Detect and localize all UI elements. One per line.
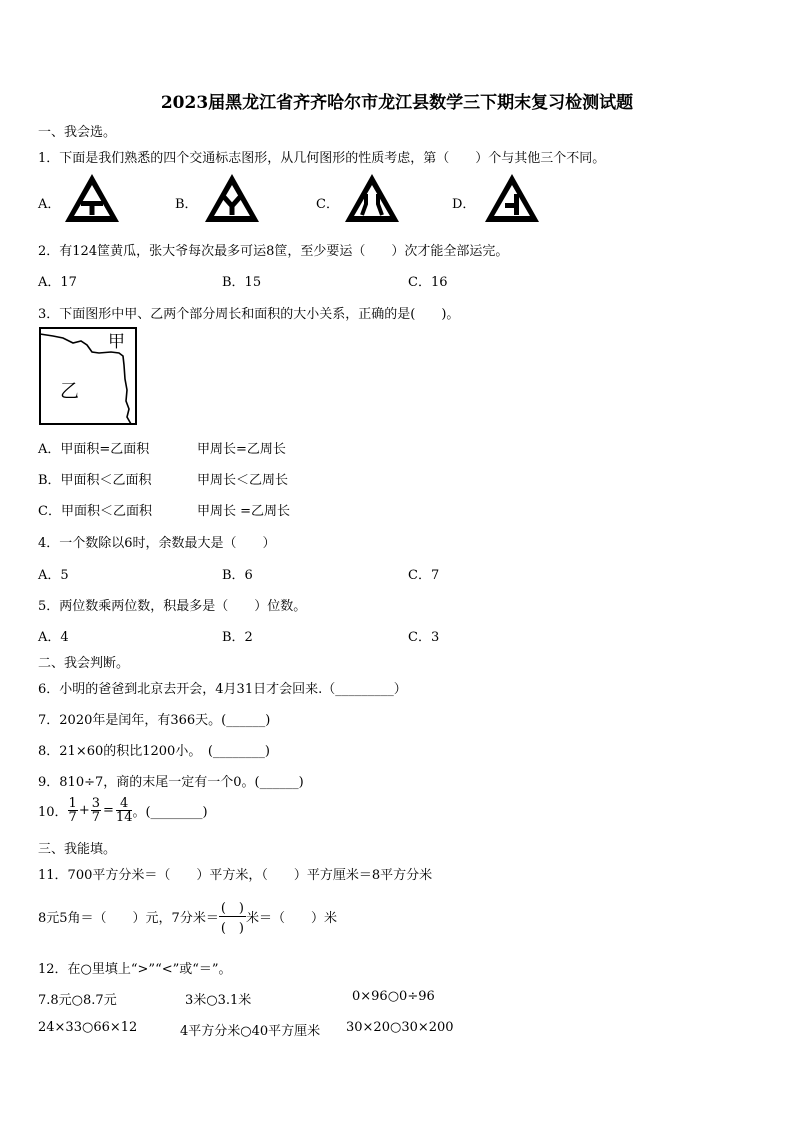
q11-line2-part-a: 8元5角＝（ ）元，7分米＝ (38, 911, 219, 926)
q2-option-b: B．15 (222, 275, 262, 290)
question-9-text: 9．810÷7，商的末尾一定有一个0。(______) (38, 775, 304, 790)
q3-option-c-area: C．甲面积＜乙面积 (38, 504, 152, 519)
q1-option-d-label: D． (452, 197, 476, 212)
jia-label: 甲 (108, 332, 125, 352)
q4-option-c: C．7 (408, 568, 440, 583)
question-2-text: 2．有124筐黄瓜，张大爷每次最多可运8筐，至少要运（ ）次才能全部运完。 (38, 244, 509, 259)
fraction-4-14: $\frac{4}{14}$ (115, 796, 133, 825)
yi-label: 乙 (60, 380, 80, 402)
q4-option-b: B．6 (222, 568, 253, 583)
q1-option-b-label: B． (175, 197, 198, 212)
question-8-text: 8．21×60的积比1200小。 (________) (38, 744, 270, 759)
section-heading-2: 二、我会判断。 (38, 656, 130, 671)
q3-option-b-area: B．甲面积＜乙面积 (38, 473, 152, 488)
equals-sign: = (103, 803, 114, 818)
question-12-text: 12．在○里填上“>”“<”或“＝”。 (38, 962, 232, 977)
question-5-text: 5．两位数乘两位数，积最多是（ ）位数。 (38, 599, 307, 614)
question-10 (38, 797, 208, 824)
q1-option-c-label: C． (316, 197, 339, 212)
q3-option-b-perim: 甲周长＜乙周长 (197, 473, 289, 488)
q12-item-4: 24×33○66×12 (38, 1020, 138, 1035)
question-7-text: 7．2020年是闰年，有366天。(______) (38, 713, 271, 728)
road-narrows-sign-icon (343, 172, 401, 224)
question-6-text: 6．小明的爸爸到北京去开会，4月31日才会回来.（_________） (38, 682, 407, 697)
section-heading-1: 一、我会选。 (38, 125, 117, 140)
t-junction-sign-icon (63, 172, 121, 224)
q5-option-a: A．4 (38, 630, 69, 645)
q1-option-a-label: A． (38, 197, 61, 212)
question-11-line-2 (38, 897, 337, 936)
fraction-1-7: $\frac{1}{7}$ (68, 796, 77, 825)
q3-option-a-perim: 甲周长=乙周长 (197, 442, 286, 457)
page-title: 2023届黑龙江省齐齐哈尔市龙江县数学三下期末复习检测试题 (160, 93, 634, 113)
q10-tail: 。(________) (132, 805, 208, 820)
q5-option-b: B．2 (222, 630, 253, 645)
q3-option-c-perim: 甲周长 =乙周长 (197, 504, 291, 519)
q12-item-1: 7.8元○8.7元 (38, 993, 117, 1008)
q12-item-3: 0×96○0÷96 (352, 989, 435, 1004)
q2-option-c: C．16 (408, 275, 448, 290)
y-junction-sign-icon (203, 172, 261, 224)
section-heading-3: 三、我能填。 (38, 842, 117, 857)
jia-yi-figure (39, 327, 139, 427)
q12-item-2: 3米○3.1米 (185, 993, 252, 1008)
q3-option-a-area: A．甲面积=乙面积 (38, 442, 150, 457)
q2-option-a: A．17 (38, 275, 77, 290)
plus-sign: + (78, 803, 90, 818)
fraction-3-7: $\frac{3}{7}$ (91, 796, 101, 825)
q12-item-6: 30×20○30×200 (346, 1020, 454, 1035)
q4-option-a: A．5 (38, 568, 69, 583)
question-1-text: 1．下面是我们熟悉的四个交通标志图形，从几何图形的性质考虑，第（ ）个与其他三个不同。 (38, 151, 606, 166)
question-3-text: 3．下面图形中甲、乙两个部分周长和面积的大小关系，正确的是( )。 (38, 307, 460, 322)
q12-item-5: 4平方分米○40平方厘米 (180, 1024, 321, 1039)
side-road-sign-icon (483, 172, 541, 224)
blank-fraction: $\frac{( )}{( )}$ (219, 897, 246, 936)
q11-line2-part-b: 米＝（ ）米 (245, 911, 337, 926)
q5-option-c: C．3 (408, 630, 440, 645)
question-4-text: 4．一个数除以6时，余数最大是（ ） (38, 536, 276, 551)
q10-number: 10． (38, 805, 68, 820)
question-11-line-1: 11．700平方分米＝（ ）平方米，（ ）平方厘米＝8平方分米 (38, 868, 433, 883)
